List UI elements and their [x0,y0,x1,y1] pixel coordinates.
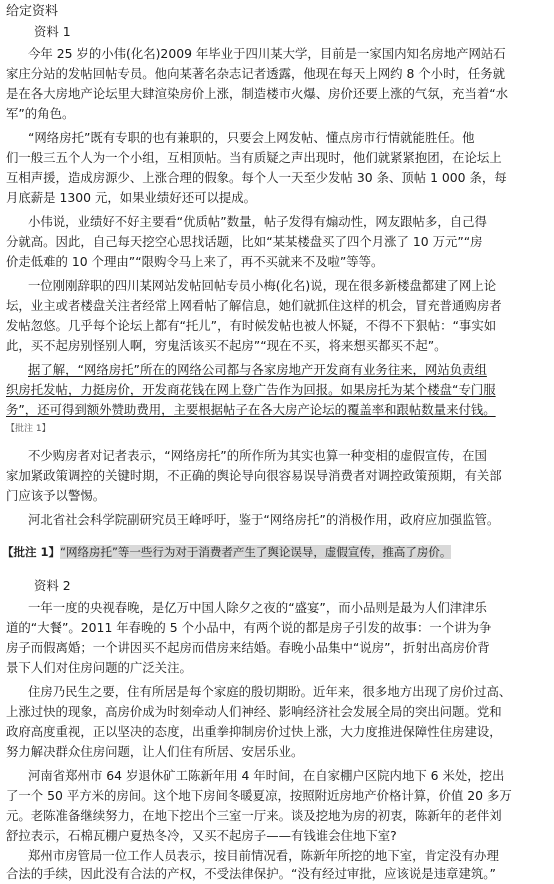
m1-p4-l3: 发帖忽悠。几乎每个论坛上都有“托儿”，有时候发帖也被人怀疑，不得不下狠帖：“事实如 [6,318,497,333]
m1-p4-l4: 此，买不起房别怪别人啊，穷鬼活该买不起房”“现在不买，将来想买都买不起”。 [6,338,447,353]
m1-p7-l1: 河北省社会科学院副研究员王峰呼吁，鉴于“网络房托”的消极作用，政府应加强监管。 [28,512,500,527]
m1-p3-l2: 分就高。因此，自己每天挖空心思找话题，比如“某某楼盘买了四个月涨了 10 万元”“房 [6,234,483,249]
m1-p1-l1: 今年 25 岁的小伟(化名)2009 年毕业于四川某大学，目前是一家国内知名房地产网站石 [28,46,506,61]
m2-p3-l1: 河南省郑州市 64 岁退休矿工陈新年用 4 年时间，在自家棚户区院内地下 6 米处，挖出 [28,768,505,783]
m1-p2-l4: 月底薪是 1300 元，如果业绩好还可以提成。 [6,190,257,205]
m1-p2-l1: “网络房托”既有专职的也有兼职的，只要会上网发帖、懂点房市行情就能胜任。他 [28,130,475,145]
heading: 给定资料 [6,4,59,19]
m2-p1-l2: 道的“大餐”。2011 年春晚的 5 个小品中，有两个说的都是房子引发的故事：一个讲为争 [6,620,492,635]
m2-p2-l2: 上涨过快的现象，高房价成为时刻牵动人们神经、影响经济社会发展全局的突出问题。党和 [6,704,502,719]
m2-p1-l3: 房子而假离婚；一个讲因买不起房而借房来结婚。春晚小品集中“说房”，折射出高房价背 [6,640,490,655]
m1-p2-l3: 互相声援，造成房源少、上涨合理的假象。每个人一天至少发帖 30 条、顶帖 1 000 条，每 [6,170,507,185]
material-2-title: 资料 2 [34,578,71,593]
m2-p2-l1: 住房乃民生之要，住有所居是每个家庭的殷切期盼。近年来，很多地方出现了房价过高、 [28,684,512,699]
m1-p5-l3: 务”，还可得到额外赞助费用，主要根据帖子在各大房产论坛的覆盖率和跟帖数量来付钱。 [6,402,496,417]
m1-p1-l3: 是在各大房地产论坛里大肆渲染房价上涨，制造楼市火爆、房价还要上涨的气氛，充当着“水 [6,86,509,101]
comment-box [2,543,552,562]
m2-p1-l1: 一年一度的央视春晚，是亿万中国人除夕之夜的“盛宴”，而小品则是最为人们津津乐 [28,600,487,615]
m1-p5-l1: 据了解，“网络房托”所在的网络公司都与各家房地产开发商有业务往来，网站负责组 [28,362,487,377]
m1-p3-l1: 小伟说，业绩好不好主要看“优质帖”数量，帖子发得有煽动性，网友跟帖多，自己得 [28,214,487,229]
comment-text: “网络房托”等一些行为对于消费者产生了舆论误导，虚假宣传，推高了房价。 [60,545,452,559]
m1-p4-l2: 坛，业主或者楼盘关注者经常上网看帖了解信息，她们就抓住这样的机会，冒充普通购房者 [6,298,502,313]
m1-p4-l1: 一位刚刚辞职的四川某网站发帖回帖专员小梅(化名)说，现在很多新楼盘都建了网上论 [28,278,497,293]
m1-p6-l3: 门应该予以警惕。 [6,488,106,503]
m2-p3-l4: 舒拉表示，石棉瓦棚户夏热冬冷，又买不起房子——有钱谁会住地下室? [6,828,397,843]
m1-p5-l2: 织房托发帖，力挺房价，开发商花钱在网上登广告作为回报。如果房托为某个楼盘“专门服 [6,382,496,397]
material-1-title: 资料 1 [34,24,71,39]
m1-p3-l3: 价走低难的 10 个理由”“限购令马上来了，再不买就来不及啦”等等。 [6,254,384,269]
m2-p4-l2: 合法的手续，因此没有合法的产权，不受法律保护。“没有经过审批，应该说是违章建筑。” [6,866,496,881]
m2-p2-l4: 努力解决群众住房问题，让人们住有所居、安居乐业。 [6,744,304,759]
m1-p1-l4: 军”的角色。 [6,106,75,121]
m2-p3-l2: 了一个 50 平方米的房间。这个地下房间冬暖夏凉，按照附近房地产价格计算，价值 20 多万 [6,788,512,803]
annotation-tag: 【批注 1】 [6,424,51,434]
comment-label: 【批注 1】 [2,545,61,559]
m1-p6-l1: 不少购房者对记者表示，“网络房托”的所作所为其实也算一种变相的虚假宣传，在国 [28,448,487,463]
m1-p2-l2: 们一般三五个人为一个小组，互相顶帖。当有质疑之声出现时，他们就紧紧抱团，在论坛上 [6,150,502,165]
m2-p3-l3: 元。老陈准备继续努力，在地下挖出个三室一厅来。谈及挖地为房的初衷，陈新年的老伴刘 [6,808,502,823]
m2-p1-l4: 景下人们对住房问题的广泛关注。 [6,660,192,675]
m1-p6-l2: 家加紧政策调控的关键时期，不正确的舆论导向很容易误导消费者对调控政策预期，有关部 [6,468,502,483]
m1-p1-l2: 家庄分站的发帖回帖专员。他向某著名杂志记者透露，他现在每天上网约 8 个小时，任务就 [6,66,505,81]
m2-p2-l3: 政府高度重视，正以坚决的态度，出重拳抑制房价过快上涨，大力度推进保障性住房建设， [6,724,502,739]
m2-p4-l1: 郑州市房管局一位工作人员表示，按目前情况看，陈新年所挖的地下室，肯定没有办理 [28,848,499,863]
